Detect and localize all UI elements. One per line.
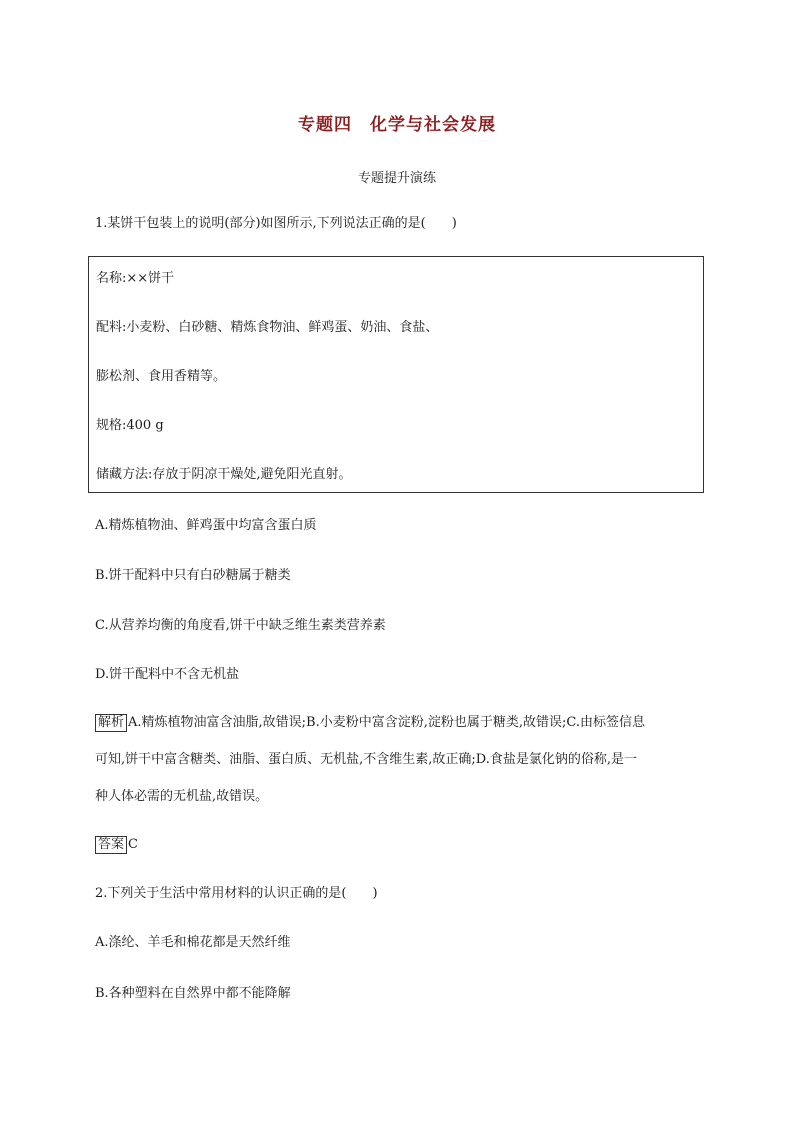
label-storage: 储藏方法:存放于阴凉干燥处,避免阳光直射。 bbox=[96, 467, 352, 482]
question-1-option-a: A.精炼植物油、鲜鸡蛋中均富含蛋白质 bbox=[95, 518, 317, 533]
question-1-option-c: C.从营养均衡的角度看,饼干中缺乏维生素类营养素 bbox=[95, 618, 386, 633]
question-2-option-a: A.涤纶、羊毛和棉花都是天然纤维 bbox=[95, 935, 291, 950]
question-1-option-d: D.饼干配料中不含无机盐 bbox=[95, 667, 240, 682]
answer-line bbox=[95, 836, 138, 854]
analysis-line-3: 种人体必需的无机盐,故错误。 bbox=[95, 789, 269, 804]
question-2-stem: 2.下列关于生活中常用材料的认识正确的是( ) bbox=[95, 886, 378, 901]
page-title: 专题四 化学与社会发展 bbox=[298, 115, 496, 135]
label-name: 名称:××饼干 bbox=[96, 271, 175, 286]
product-label-box bbox=[88, 256, 704, 493]
analysis-text-1: A.精炼植物油富含油脂,故错误;B.小麦粉中富含淀粉,淀粉也属于糖类,故错误;C.由标签信息 bbox=[128, 715, 645, 730]
analysis-line-2: 可知,饼干中富含糖类、油脂、蛋白质、无机盐,不含维生素,故正确;D.食盐是氯化钠的俗称,是一 bbox=[95, 752, 638, 767]
analysis-line-1 bbox=[95, 714, 645, 732]
label-ingredients-line2: 膨松剂、食用香精等。 bbox=[96, 369, 227, 384]
page-subtitle: 专题提升演练 bbox=[357, 171, 436, 186]
question-2-option-b: B.各种塑料在自然界中都不能降解 bbox=[95, 986, 291, 1001]
answer-value: C bbox=[128, 837, 138, 852]
analysis-tag: 解析 bbox=[95, 714, 127, 732]
answer-tag: 答案 bbox=[95, 836, 127, 854]
question-1-option-b: B.饼干配料中只有白砂糖属于糖类 bbox=[95, 568, 291, 583]
question-1-stem: 1.某饼干包装上的说明(部分)如图所示,下列说法正确的是( ) bbox=[95, 216, 457, 231]
label-spec: 规格:400 g bbox=[96, 418, 164, 433]
label-ingredients-line1: 配料:小麦粉、白砂糖、精炼食物油、鲜鸡蛋、奶油、食盐、 bbox=[96, 320, 439, 335]
